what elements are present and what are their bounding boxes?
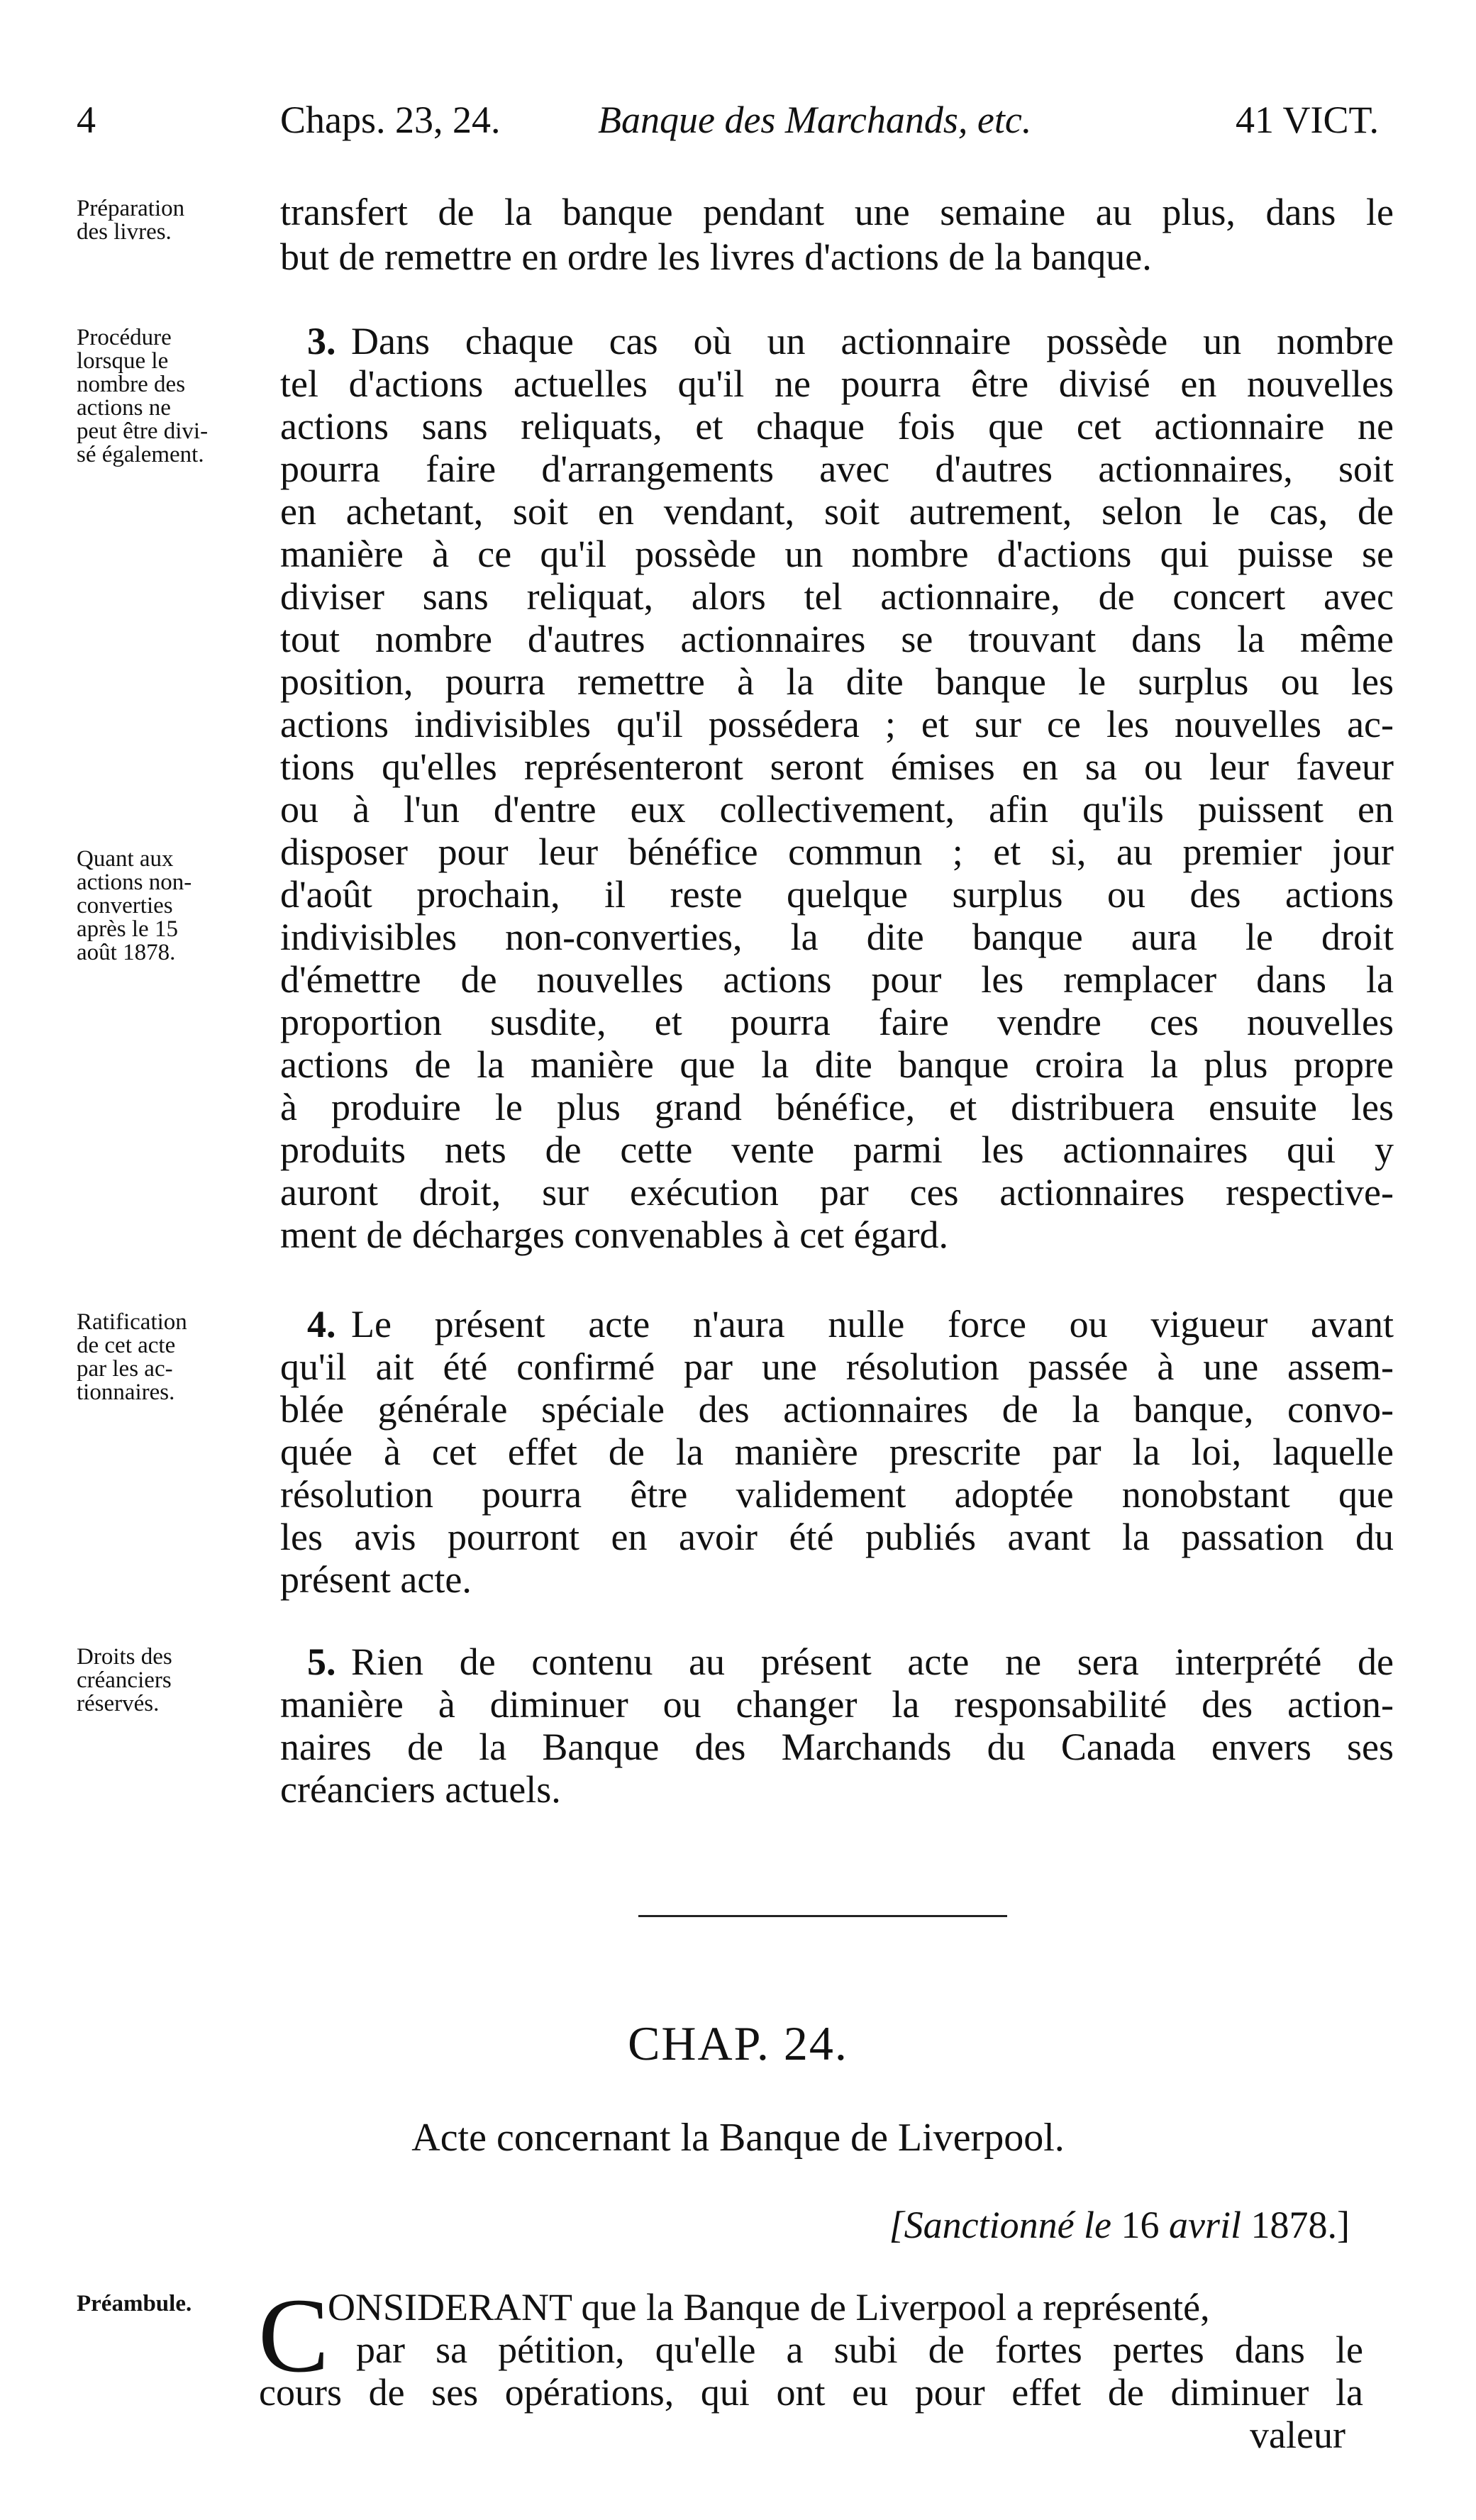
body-line: actions de la manière que la dite banque croira la plus propre bbox=[280, 1043, 1394, 1086]
body-line: ou à l'un d'entre eux collectivement, afin qu'ils puissent en bbox=[280, 788, 1394, 831]
sanction-day: 16 bbox=[1121, 2204, 1160, 2246]
body-line: actions sans reliquats, et chaque fois que cet actionnaire ne bbox=[280, 405, 1394, 448]
body-line: Dans chaque cas où un actionnaire possède un nombre bbox=[351, 320, 1394, 362]
margin-note-preamble: Préambule. bbox=[77, 2291, 192, 2316]
body-line: tions qu'elles représenteront seront émises en sa ou leur faveur bbox=[280, 745, 1394, 788]
body-line: ONSIDERANT que la Banque de Liverpool a représenté, bbox=[328, 2286, 1210, 2328]
body-line: tout nombre d'autres actionnaires se trouvant dans la même bbox=[280, 618, 1394, 660]
body-line: naires de la Banque des Marchands du Canada envers ses bbox=[280, 1726, 1394, 1768]
body-line: d'émettre de nouvelles actions pour les remplacer dans la bbox=[280, 958, 1394, 1001]
body-line: manière à ce qu'il possède un nombre d'actions qui puisse se bbox=[280, 533, 1394, 575]
body-line: blée générale spéciale des actionnaires de la banque, convo- bbox=[280, 1388, 1394, 1431]
body-line: transfert de la banque pendant une semaine au plus, dans le bbox=[280, 191, 1394, 233]
section-number: 5. bbox=[307, 1641, 336, 1683]
section-divider bbox=[638, 1915, 1007, 1917]
body-line: actions indivisibles qu'il possédera ; et sur ce les nouvelles ac- bbox=[280, 703, 1394, 745]
body-line: diviser sans reliquat, alors tel actionnaire, de concert avec bbox=[280, 575, 1394, 618]
act-title: Acte concernant la Banque de Liverpool. bbox=[411, 2116, 1065, 2160]
body-line: qu'il ait été confirmé par une résolution passée à une assem- bbox=[280, 1345, 1394, 1388]
body-line: manière à diminuer ou changer la responsabilité des action- bbox=[280, 1683, 1394, 1726]
body-line: indivisibles non-converties, la dite banque aura le droit bbox=[280, 916, 1394, 958]
chapter-reference: Chaps. 23, 24. bbox=[280, 99, 501, 141]
margin-note-ratification: Ratification de cet acte par les ac- tionnaires. bbox=[77, 1309, 187, 1405]
body-line: d'août prochain, il reste quelque surplus ou des actions bbox=[280, 873, 1394, 916]
body-line: position, pourra remettre à la dite banque le surplus ou les bbox=[280, 660, 1394, 703]
body-line: cours de ses opérations, qui ont eu pour effet de diminuer la bbox=[259, 2371, 1363, 2414]
sanction-date bbox=[889, 2203, 1350, 2247]
body-line: produits nets de cette vente parmi les actionnaires qui y bbox=[280, 1128, 1394, 1171]
page-number: 4 bbox=[77, 99, 96, 141]
body-line: en achetant, soit en vendant, soit autrement, selon le cas, de bbox=[280, 490, 1394, 533]
body-line: résolution pourra être validement adoptée nonobstant que bbox=[280, 1473, 1394, 1516]
body-line: ment de décharges convenables à cet égard. bbox=[280, 1214, 949, 1256]
year-reference: 41 VICT. bbox=[1236, 99, 1379, 141]
catchword: valeur bbox=[1250, 2414, 1345, 2456]
section-number: 3. bbox=[307, 320, 336, 362]
body-line: proportion susdite, et pourra faire vendre ces nouvelles bbox=[280, 1001, 1394, 1043]
body-line: auront droit, sur exécution par ces actionnaires respective- bbox=[280, 1171, 1394, 1214]
body-line: présent acte. bbox=[280, 1558, 472, 1601]
body-line: Le présent acte n'aura nulle force ou vigueur avant bbox=[351, 1303, 1394, 1345]
body-line: les avis pourront en avoir été publiés avant la passation du bbox=[280, 1516, 1394, 1558]
body-line: quée à cet effet de la manière prescrite par la loi, laquelle bbox=[280, 1431, 1394, 1473]
body-line: par sa pétition, qu'elle a subi de fortes pertes dans le bbox=[356, 2328, 1363, 2371]
body-line: tel d'actions actuelles qu'il ne pourra être divisé en nouvelles bbox=[280, 362, 1394, 405]
sanction-month: avril bbox=[1169, 2204, 1242, 2246]
margin-note-unconverted: Quant aux actions non- converties après le 15 août 1878. bbox=[77, 846, 192, 965]
margin-note-procedure: Procédure lorsque le nombre des actions ne peut être divi- sé également. bbox=[77, 325, 209, 467]
body-line: Rien de contenu au présent acte ne sera interprété de bbox=[351, 1641, 1394, 1683]
drop-cap: C bbox=[258, 2277, 330, 2394]
sanction-year: 1878.] bbox=[1250, 2204, 1350, 2246]
body-line: pourra faire d'arrangements avec d'autres actionnaires, soit bbox=[280, 448, 1394, 490]
body-line: but de remettre en ordre les livres d'actions de la banque. bbox=[280, 235, 1152, 278]
body-line: créanciers actuels. bbox=[280, 1768, 561, 1811]
body-line: disposer pour leur bénéfice commun ; et si, au premier jour bbox=[280, 831, 1394, 873]
running-title: Banque des Marchands, etc. bbox=[598, 99, 1032, 141]
body-line: à produire le plus grand bénéfice, et distribuera ensuite les bbox=[280, 1086, 1394, 1128]
margin-note-preparation: Préparation des livres. bbox=[77, 196, 185, 245]
sanction-prefix: [Sanctionné le bbox=[889, 2204, 1112, 2246]
section-number: 4. bbox=[307, 1303, 336, 1345]
chapter-title: CHAP. 24. bbox=[628, 2016, 848, 2070]
margin-note-creditors: Droits des créanciers réservés. bbox=[77, 1644, 172, 1716]
